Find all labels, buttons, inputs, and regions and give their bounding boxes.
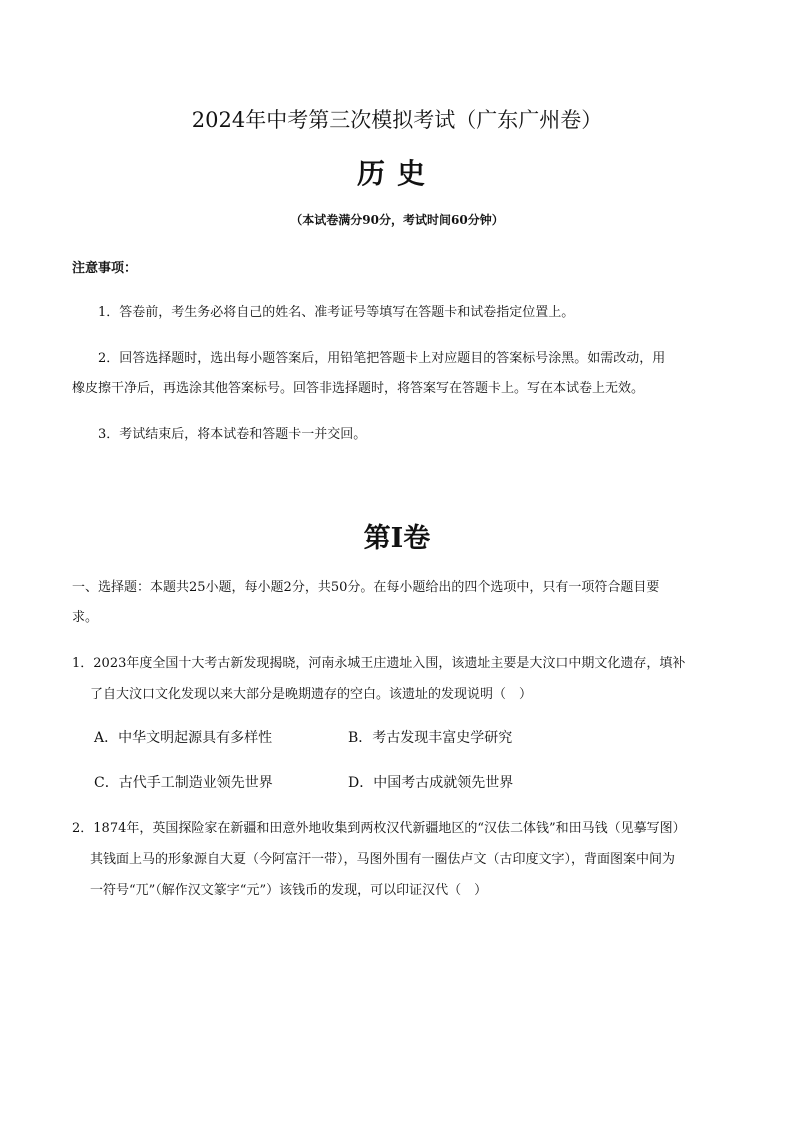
question-1-line-1: 1．2023年度全国十大考古新发现揭晓，河南永城王庄遗址入围，该遗址主要是大汶口中期文化遗存，填补: [72, 656, 686, 671]
section-instruction-cont: 求。: [72, 610, 99, 625]
notice-heading: 注意事项：: [72, 261, 138, 276]
section-instruction: 一、选择题：本题共25小题，每小题2分，共50分。在每小题给出的四个选项中，只有一项符合题目要: [72, 580, 660, 595]
question-2-line-1: 2．1874年，英国探险家在新疆和田意外地收集到两枚汉代新疆地区的“汉佉二体钱”和田马钱（见摹写图）: [72, 821, 686, 836]
notice-item-2: 2．回答选择题时，选出每小题答案后，用铅笔把答题卡上对应题目的答案标号涂黑。如需改动，用: [98, 351, 666, 366]
question-1-option-a: A．中华文明起源具有多样性: [94, 730, 273, 746]
exam-title: 2024年中考第三次模拟考试（广东广州卷）: [191, 108, 603, 132]
question-1-line-2: 了自大汶口文化发现以来大部分是晚期遗存的空白。该遗址的发现说明（ ）: [90, 687, 533, 702]
question-1-option-b: B．考古发现丰富史学研究: [348, 730, 513, 746]
notice-item-3: 3．考试结束后，将本试卷和答题卡一并交回。: [98, 427, 367, 442]
notice-item-1: 1．答卷前，考生务必将自己的姓名、准考证号等填写在答题卡和试卷指定位置上。: [98, 305, 575, 320]
question-2-line-2: 其钱面上马的形象源自大夏（今阿富汗一带），马图外围有一圈佉卢文（古印度文字），背面图案中间为: [90, 852, 676, 867]
subject-title: 历史: [356, 157, 437, 190]
question-2-line-3: 一符号“兀”（解作汉文篆字“元”）该钱币的发现，可以印证汉代（ ）: [90, 883, 488, 898]
notice-item-2-cont: 橡皮擦干净后，再选涂其他答案标号。回答非选择题时，将答案写在答题卡上。写在本试卷上无效。: [72, 381, 645, 396]
question-1-option-c: C．古代手工制造业领先世界: [94, 775, 273, 791]
exam-note: （本试卷满分90分，考试时间60分钟）: [290, 213, 504, 227]
section-title: 第Ⅰ卷: [363, 523, 431, 554]
question-1-option-d: D．中国考古成就领先世界: [348, 775, 514, 791]
